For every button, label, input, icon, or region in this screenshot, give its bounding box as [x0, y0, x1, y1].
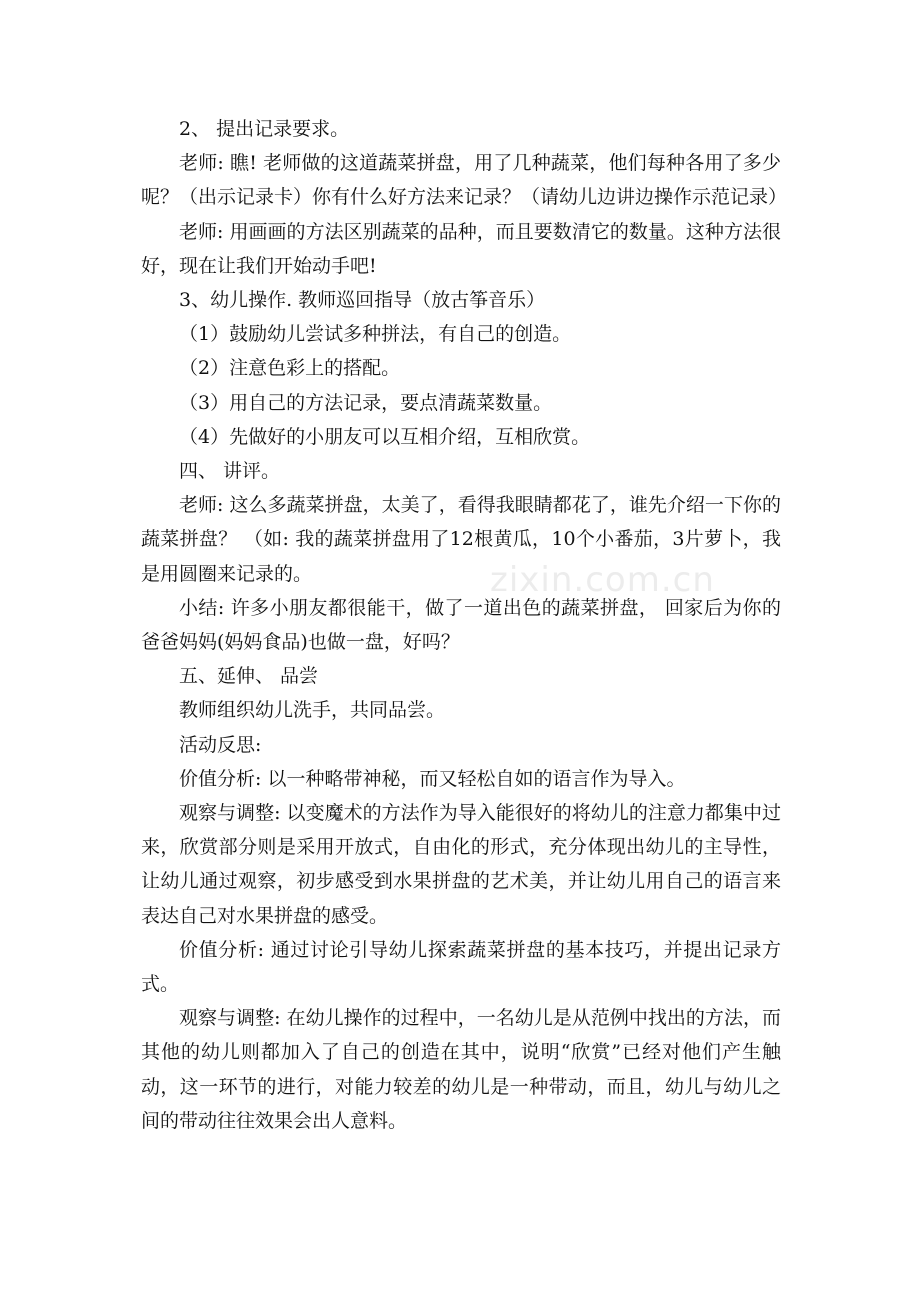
section-heading-review: 四、 讲评。 [179, 460, 281, 483]
paragraph-teacher-review: 老师: 这么多蔬菜拼盘，太美了，看得我眼睛都花了，谁先介绍一下你的蔬菜拼盘？ （如: 我的蔬菜拼盘用了12根黄瓜，10个小番茄，3片萝卜，我是用圆圈来记录的。 [141, 494, 781, 585]
list-item-2: （2）注意色彩上的搭配。 [179, 357, 401, 380]
list-item-1: （1）鼓励幼儿尝试多种拼法，有自己的创造。 [179, 323, 572, 346]
section-heading-reflection: 活动反思: [179, 733, 262, 756]
paragraph-value-analysis-1: 价值分析: 以一种略带神秘，而又轻松自如的语言作为导入。 [179, 767, 686, 790]
paragraph-teacher-question: 老师: 瞧! 老师做的这道蔬菜拼盘，用了几种蔬菜，他们每种各用了多少呢？（出示记录卡）你有什么好方法来记录？（请幼儿边讲边操作示范记录） [141, 152, 788, 209]
list-item-4: （4）先做好的小朋友可以互相介绍，互相欣赏。 [179, 425, 591, 448]
document-body [141, 112, 788, 1138]
paragraph-tasting: 教师组织幼儿洗手，共同品尝。 [179, 699, 446, 722]
paragraph-teacher-method: 老师: 用画画的方法区别蔬菜的品种，而且要数清它的数量。这种方法很好，现在让我们开始动手吧! [141, 220, 781, 277]
paragraph-value-analysis-2: 价值分析: 通过讨论引导幼儿探索蔬菜拼盘的基本技巧，并提出记录方式。 [141, 938, 781, 996]
paragraph-observation-1: 观察与调整: 以变魔术的方法作为导入能很好的将幼儿的注意力都集中过来，欣赏部分则是采用开放式，自由化的形式，充分体现出幼儿的主导性，让幼儿通过观察，初步感受到水果拼盘的艺术美，并让幼儿用自己的语言来表达自己对水果拼盘的感受。 [141, 802, 781, 927]
list-item-3: （3）用自己的方法记录，要点清蔬菜数量。 [179, 391, 553, 414]
section-heading-extension: 五、延伸、 品尝 [179, 665, 319, 688]
watermark: zixin.com.cn [490, 560, 715, 600]
paragraph-record-requirement: 2、 提出记录要求。 [179, 118, 350, 140]
paragraph-child-operation: 3、幼儿操作. 教师巡回指导（放古筝音乐） [179, 289, 546, 312]
paragraph-observation-2: 观察与调整: 在幼儿操作的过程中，一名幼儿是从范例中找出的方法，而其他的幼儿则都加入了自己的创造在其中，说明“欣赏”已经对他们产生触动，这一环节的进行，对能力较差的幼儿是一种带动，而且，幼儿与幼儿之间的带动往往效果会出人意料。 [141, 1007, 781, 1132]
paragraph-summary: 小结: 许多小朋友都很能干，做了一道出色的蔬菜拼盘， 回家后为你的爸爸妈妈(妈妈食品)也做一盘，好吗？ [141, 596, 781, 654]
